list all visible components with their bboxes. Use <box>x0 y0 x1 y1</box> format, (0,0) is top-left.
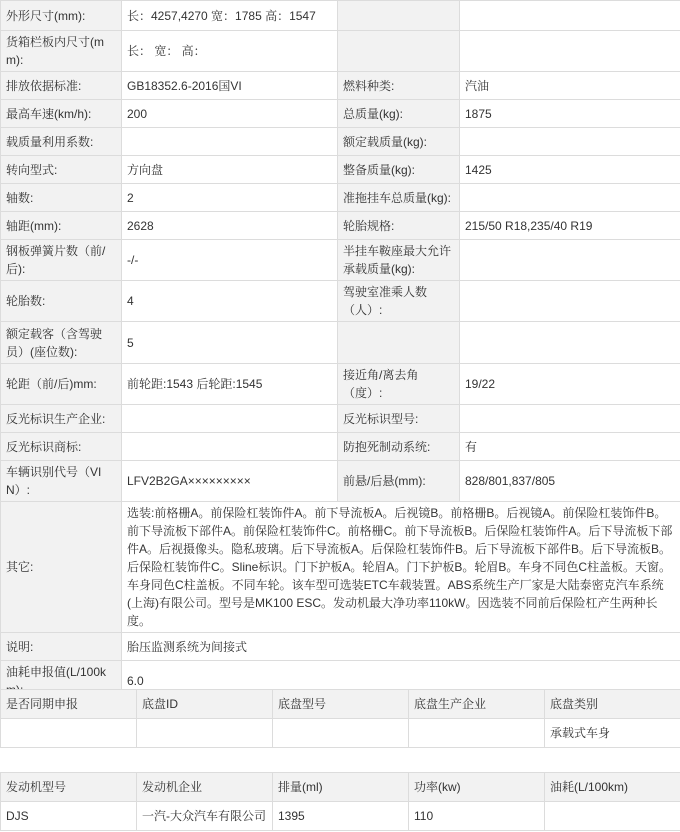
chassis-header-cell: 是否同期申报 <box>1 690 137 719</box>
chassis-value-cell: 承载式车身 <box>545 719 680 748</box>
chassis-value-cell <box>137 719 273 748</box>
spec-label: 反光标识型号: <box>338 405 460 433</box>
note-value: 胎压监测系统为间接式 <box>122 633 680 661</box>
spec-label: 转向型式: <box>1 156 122 184</box>
spec-label: 准拖挂车总质量(kg): <box>338 184 460 212</box>
other-options-value: 选装:前格栅A。前保险杠装饰件A。前下导流板A。后视镜B。前格栅B。后视镜A。前保险杠装饰件B。前下导流板下部件A。前保险杠装饰件C。前格栅C。前下导流板B。后保险杠装饰件A。后下导流板下部件A。后视摄像头。隐私玻璃。后下导流板A。后保险杠装饰件B。后下导流板下部件B。后下导流板B。后保险杠装饰件C。Sline标识。门下护板A。轮眉A。门下护板B。轮眉B。车身不同色C柱盖板。天窗。车身同色C柱盖板。不同车轮。该车型可选装ETC车载装置。ABS系统生产厂家是大陆泰密克汽车系统(上海)有限公司。型号是MK100 ESC。发动机最大净功率110kW。因选装不同前后保险杠产生两种长度。 <box>122 502 680 633</box>
spec-value: 长： 宽： 高： <box>122 31 338 72</box>
engine-value-cell: 110 <box>409 802 545 831</box>
spec-label: 半挂车鞍座最大允许承载质量(kg): <box>338 240 460 281</box>
spec-label: 燃料种类: <box>338 72 460 100</box>
spec-label: 轴数: <box>1 184 122 212</box>
note-label: 说明: <box>1 633 122 661</box>
spec-label: 防抱死制动系统: <box>338 433 460 461</box>
spec-value <box>460 405 680 433</box>
spec-value <box>460 1 680 31</box>
chassis-header-cell: 底盘型号 <box>273 690 409 719</box>
spec-value: 方向盘 <box>122 156 338 184</box>
spec-row <box>1 322 680 364</box>
spec-label <box>338 322 460 364</box>
spec-label: 外形尺寸(mm): <box>1 1 122 31</box>
spec-label <box>338 31 460 72</box>
engine-header-cell: 排量(ml) <box>273 773 409 802</box>
engine-header-row <box>1 773 680 802</box>
spec-value <box>460 31 680 72</box>
spec-value: 19/22 <box>460 364 680 405</box>
chassis-value-cell <box>409 719 545 748</box>
spec-row <box>1 433 680 461</box>
spec-value <box>460 240 680 281</box>
spec-value: GB18352.6-2016国VI <box>122 72 338 100</box>
spec-row <box>1 156 680 184</box>
vehicle-spec-body <box>1 1 680 702</box>
spec-value: 1425 <box>460 156 680 184</box>
chassis-header-cell: 底盘类别 <box>545 690 680 719</box>
note-row <box>1 633 680 661</box>
spec-value: 4 <box>122 281 338 322</box>
spec-row <box>1 405 680 433</box>
spec-value: 前轮距:1543 后轮距:1545 <box>122 364 338 405</box>
spec-value: 200 <box>122 100 338 128</box>
spec-label: 轮胎数: <box>1 281 122 322</box>
spec-label: 钢板弹簧片数（前/后): <box>1 240 122 281</box>
spec-value: LFV2B2GA××××××××× <box>122 461 338 502</box>
engine-value-cell: 一汽-大众汽车有限公司 <box>137 802 273 831</box>
spec-label: 额定载质量(kg): <box>338 128 460 156</box>
fuel-consumption-label: 油耗申报值(L/100k <box>1 661 122 702</box>
engine-value-cell <box>545 802 680 831</box>
chassis-header-row <box>1 690 680 719</box>
engine-value-row <box>1 802 680 831</box>
fuel-consumption-value: 6.0 <box>122 661 680 702</box>
spec-value: 215/50 R18,235/40 R19 <box>460 212 680 240</box>
spec-label: 额定载客（含驾驶员）(座位数): <box>1 322 122 364</box>
spec-row <box>1 100 680 128</box>
spec-value: 828/801,837/805 <box>460 461 680 502</box>
engine-value-cell: DJS <box>1 802 137 831</box>
spec-label: 轮距（前/后)mm: <box>1 364 122 405</box>
spec-value <box>460 128 680 156</box>
spec-value: 长：4257,4270 宽：1785 高：1547 <box>122 1 338 31</box>
spec-row <box>1 364 680 405</box>
spec-label: 载质量利用系数: <box>1 128 122 156</box>
spec-row <box>1 281 680 322</box>
spec-label: 前悬/后悬(mm): <box>338 461 460 502</box>
engine-header-cell: 功率(kw) <box>409 773 545 802</box>
chassis-header-cell: 底盘生产企业 <box>409 690 545 719</box>
spec-value: 2628 <box>122 212 338 240</box>
spec-label: 排放依据标准: <box>1 72 122 100</box>
spec-label: 接近角/离去角（度）: <box>338 364 460 405</box>
spec-value <box>460 322 680 364</box>
spec-label: 轴距(mm): <box>1 212 122 240</box>
spec-label: 反光标识商标: <box>1 433 122 461</box>
engine-header-cell: 油耗(L/100km) <box>545 773 680 802</box>
other-options-label: 其它: <box>1 502 122 633</box>
spec-row <box>1 72 680 100</box>
spec-label: 整备质量(kg): <box>338 156 460 184</box>
spec-label: 车辆识别代号（VIN）: <box>1 461 122 502</box>
spec-value <box>460 184 680 212</box>
spec-row <box>1 1 680 31</box>
spec-row <box>1 31 680 72</box>
spec-value: -/- <box>122 240 338 281</box>
spec-label <box>338 1 460 31</box>
engine-table <box>0 772 680 831</box>
engine-header-cell: 发动机型号 <box>1 773 137 802</box>
chassis-value-row <box>1 719 680 748</box>
spec-row <box>1 461 680 502</box>
spec-value: 5 <box>122 322 338 364</box>
engine-value-cell: 1395 <box>273 802 409 831</box>
spec-value <box>122 405 338 433</box>
chassis-header-cell: 底盘ID <box>137 690 273 719</box>
spec-row <box>1 128 680 156</box>
chassis-value-cell <box>1 719 137 748</box>
spec-value: 有 <box>460 433 680 461</box>
spec-value: 2 <box>122 184 338 212</box>
spec-value <box>460 281 680 322</box>
spec-value <box>122 128 338 156</box>
other-options-row <box>1 502 680 633</box>
spec-value: 汽油 <box>460 72 680 100</box>
spec-label: 轮胎规格: <box>338 212 460 240</box>
chassis-value-cell <box>273 719 409 748</box>
spec-row <box>1 240 680 281</box>
spec-label: 总质量(kg): <box>338 100 460 128</box>
chassis-table <box>0 689 680 748</box>
spec-value: 1875 <box>460 100 680 128</box>
spec-row <box>1 184 680 212</box>
engine-header-cell: 发动机企业 <box>137 773 273 802</box>
spec-label: 最高车速(km/h): <box>1 100 122 128</box>
spec-value <box>122 433 338 461</box>
spec-row <box>1 212 680 240</box>
spec-label: 驾驶室准乘人数（人）: <box>338 281 460 322</box>
spec-label: 货箱栏板内尺寸(mm): <box>1 31 122 72</box>
spec-label: 反光标识生产企业: <box>1 405 122 433</box>
